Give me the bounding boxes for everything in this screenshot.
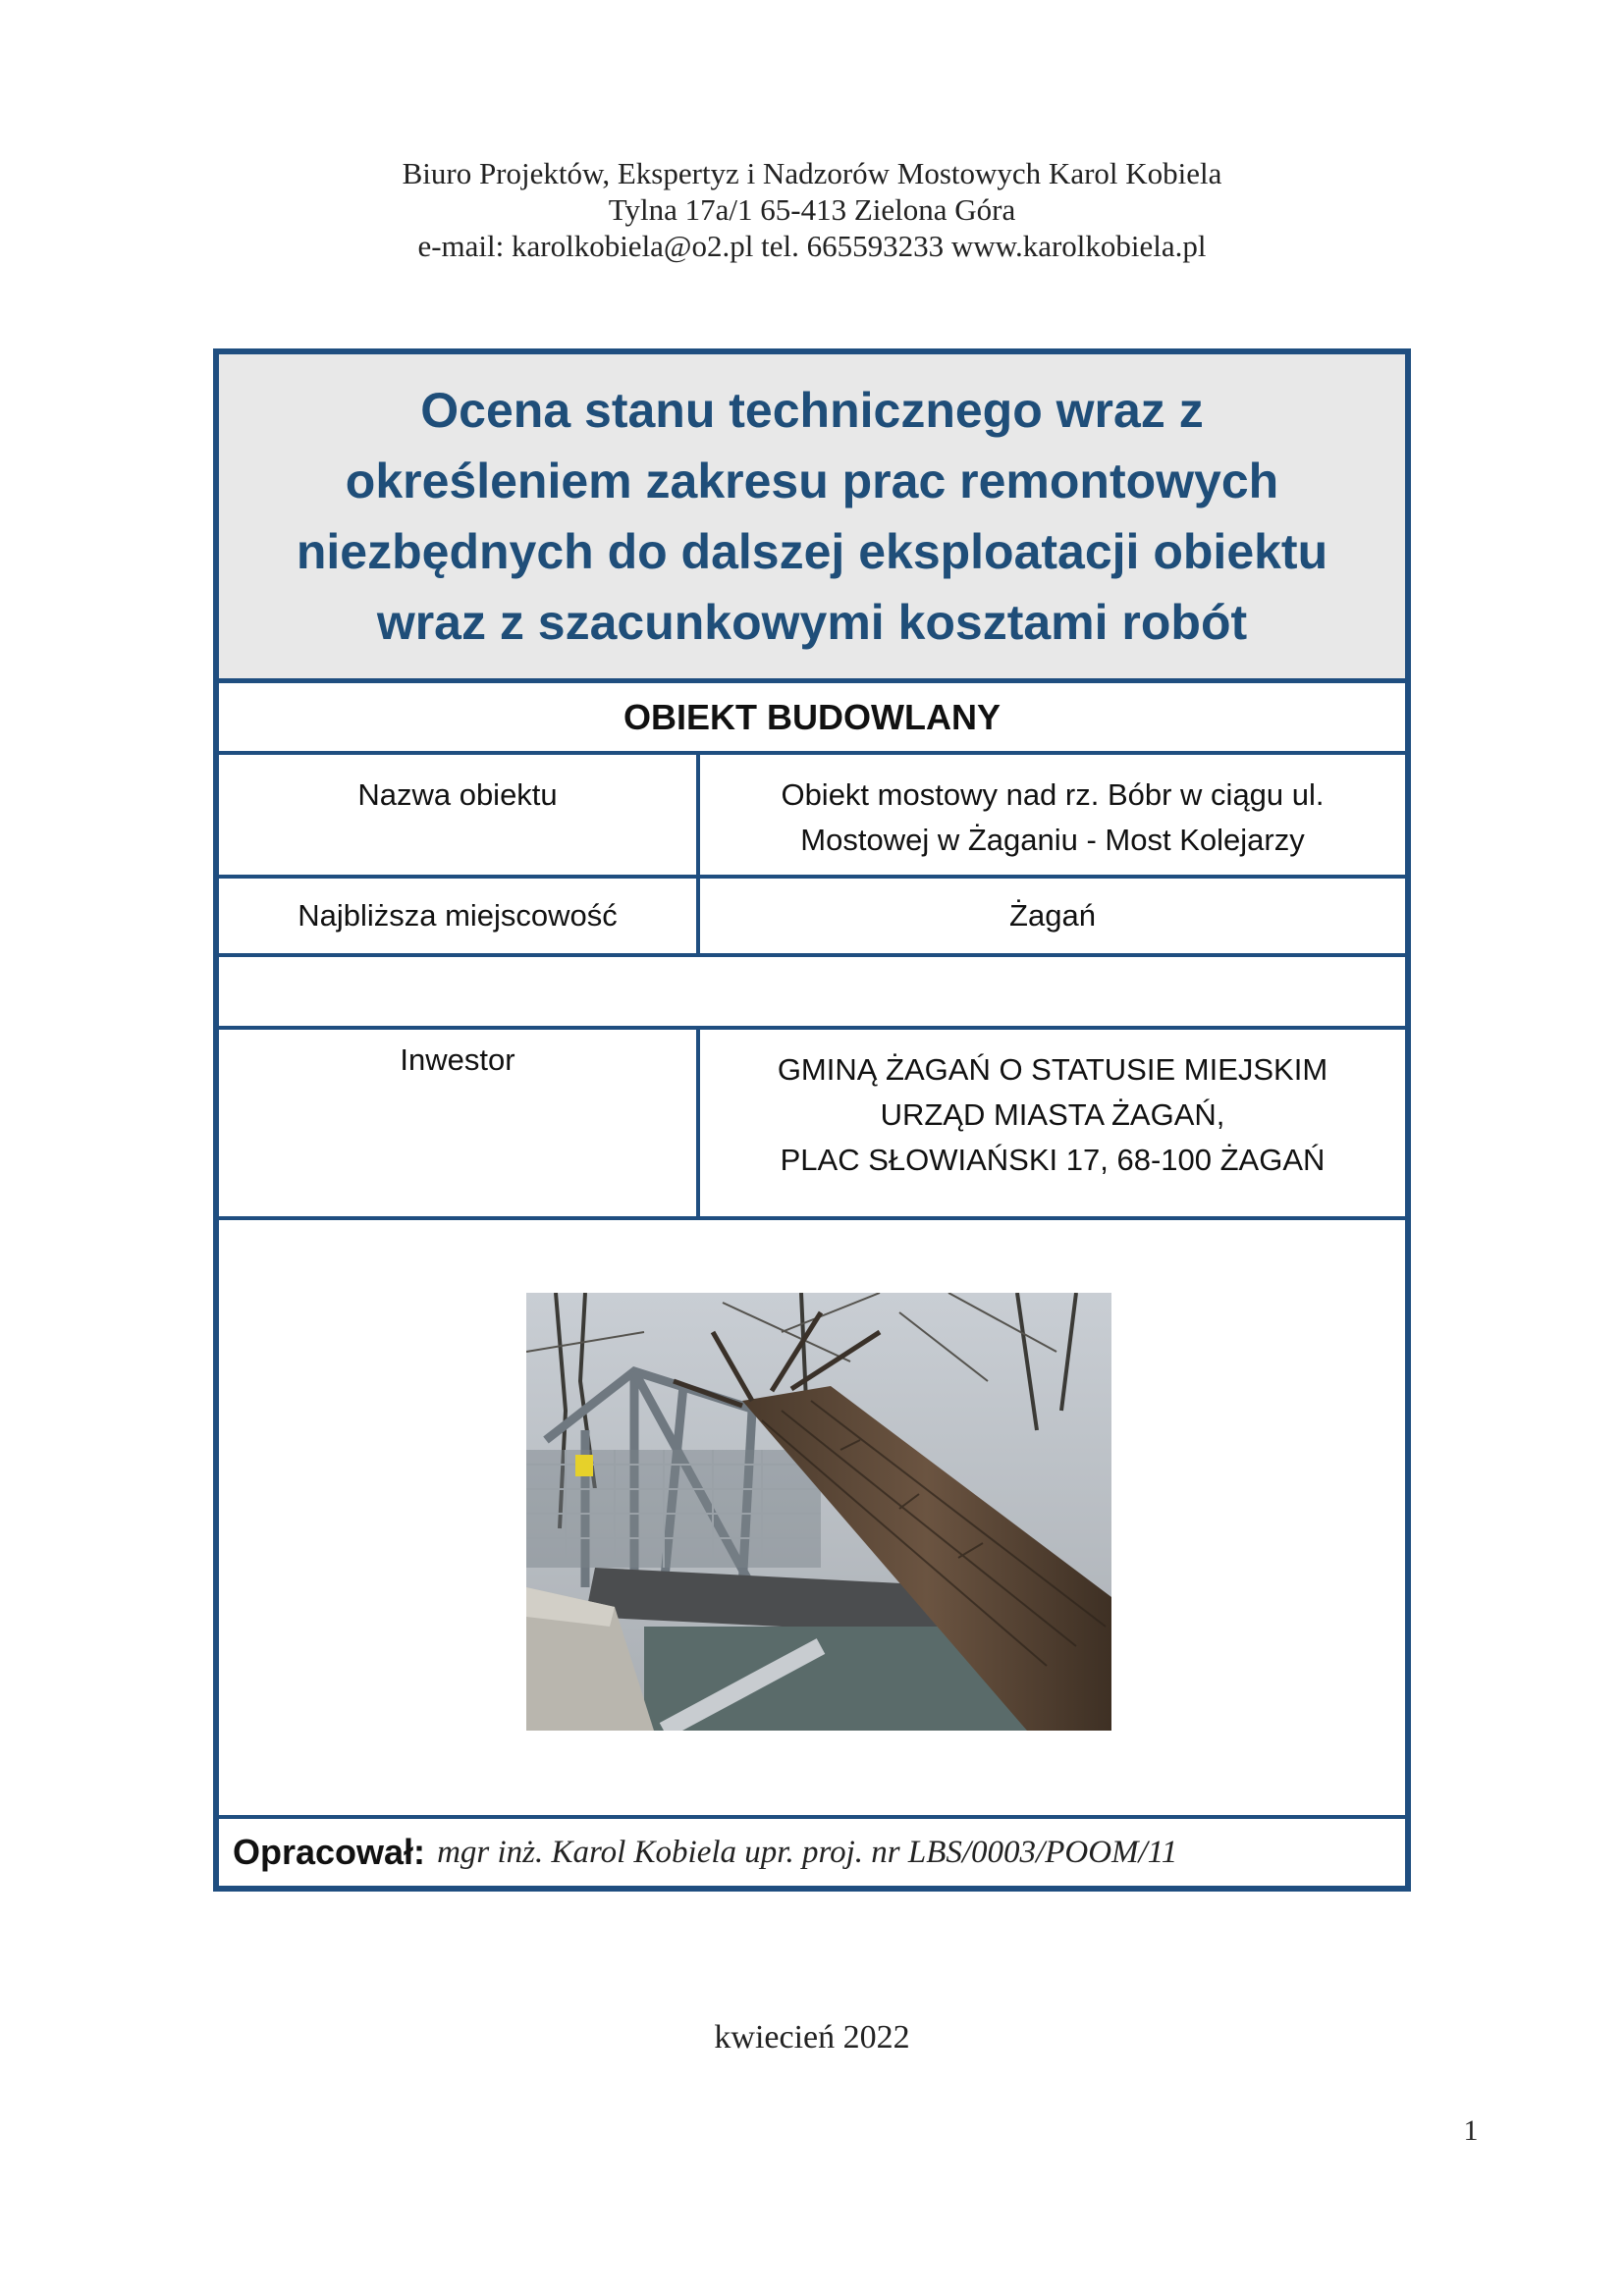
investor-label: Inwestor	[219, 1030, 700, 1216]
object-name-line-1: Obiekt mostowy nad rz. Bóbr w ciągu ul.	[781, 777, 1325, 812]
investor-line-3: PLAC SŁOWIAŃSKI 17, 68-100 ŻAGAŃ	[780, 1143, 1326, 1177]
table-row-object-name	[219, 755, 1405, 879]
author-value: mgr inż. Karol Kobiela upr. proj. nr LBS/0003/POOM/11	[437, 1834, 1178, 1870]
document-title	[233, 375, 1391, 658]
title-line-1: Ocena stanu technicznego wraz z	[420, 383, 1204, 438]
investor-line-1: GMINĄ ŻAGAŃ O STATUSIE MIEJSKIM	[777, 1052, 1328, 1087]
object-name-value	[700, 755, 1405, 875]
locality-value: Żagań	[1009, 898, 1096, 933]
section-heading: OBIEKT BUDOWLANY	[219, 683, 1405, 755]
table-row-investor	[219, 1030, 1405, 1220]
document-frame	[213, 348, 1411, 1892]
investor-value	[700, 1030, 1405, 1216]
company-name: Biuro Projektów, Ekspertyz i Nadzorów Mostowych Karol Kobiela	[402, 156, 1222, 190]
author-label: Opracował:	[233, 1832, 426, 1872]
title-line-4: wraz z szacunkowymi kosztami robót	[376, 595, 1248, 650]
document-date: kwiecień 2022	[714, 2019, 910, 2056]
company-header	[0, 155, 1624, 264]
locality-label: Najbliższa miejscowość	[219, 879, 700, 953]
table-row-empty	[219, 957, 1405, 1030]
table-row-photo	[219, 1220, 1405, 1819]
title-line-3: niezbędnych do dalszej eksploatacji obiektu	[296, 524, 1328, 579]
author-row	[219, 1819, 1405, 1886]
object-name-line-2: Mostowej w Żaganiu - Most Kolejarzy	[800, 823, 1305, 857]
bridge-photo-icon	[526, 1293, 1111, 1731]
page-number: 1	[1463, 2114, 1479, 2147]
title-box	[219, 354, 1405, 683]
company-contact: e-mail: karolkobiela@o2.pl tel. 665593233 www.karolkobiela.pl	[417, 229, 1207, 263]
bridge-photo	[526, 1293, 1111, 1731]
table-row-locality	[219, 879, 1405, 957]
investor-line-2: URZĄD MIASTA ŻAGAŃ,	[880, 1097, 1225, 1132]
title-line-2: określeniem zakresu prac remontowych	[345, 454, 1279, 508]
company-address: Tylna 17a/1 65-413 Zielona Góra	[608, 192, 1016, 227]
object-name-label: Nazwa obiektu	[219, 755, 700, 875]
